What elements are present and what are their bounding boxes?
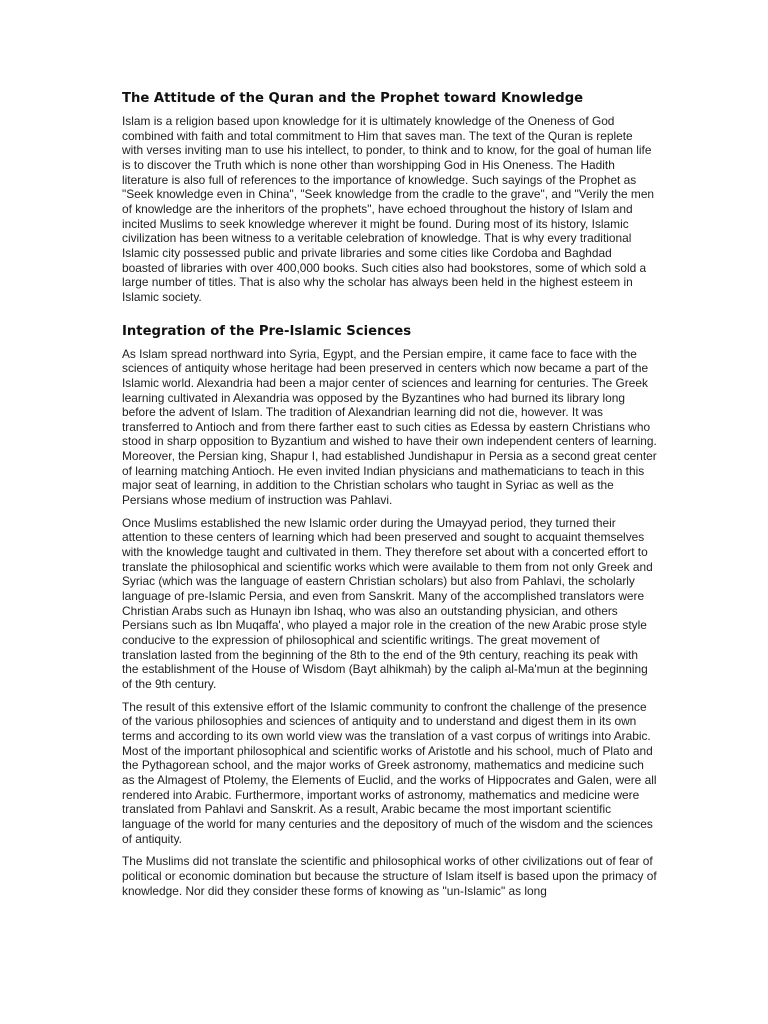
paragraph: Once Muslims established the new Islamic order during the Umayyad period, they turned their attention to these centers of learning which had been preserved and sought to acquaint themselves with the knowledge taught and cultivated in them. They therefore set about with a concerted effort to translate the philosophical and scientific works which were available to them from not only Greek and Syriac (which was the language of eastern Christian scholars) but also from Pahlavi, the scholarly language of pre-Islamic Persia, and even from Sanskrit. Many of the accomplished translators were Christian Arabs such as Hunayn ibn Ishaq, who was also an outstanding physician, and others Persians such as Ibn Muqaffa', who played a major role in the creation of the new Arabic prose style conducive to the expression of philosophical and scientific writings. The great movement of translation lasted from the beginning of the 8th to the end of the 9th century, reaching its peak with the establishment of the House of Wisdom (Bayt alhikmah) by the caliph al-Ma'mun at the beginning of the 9th century.: [122, 515, 653, 691]
section-quran-knowledge: [122, 90, 657, 305]
document-page: [122, 90, 657, 906]
section-pre-islamic-sciences: [122, 323, 657, 899]
paragraph: The Muslims did not translate the scientific and philosophical works of other civilizations out of fear of political or economic domination but because the structure of Islam itself is based upon the primacy of knowledge. Nor did they consider these forms of knowing as "un-Islamic" as long: [122, 854, 657, 898]
section-heading: The Attitude of the Quran and the Prophet toward Knowledge: [122, 91, 584, 106]
paragraph: As Islam spread northward into Syria, Egypt, and the Persian empire, it came face to face with the sciences of antiquity whose heritage had been preserved in centers which now became a part of the Islamic world. Alexandria had been a major center of sciences and learning for centuries. The Greek learning cultivated in Alexandria was opposed by the Byzantines who had burned its library long before the advent of Islam. The tradition of Alexandrian learning did not die, however. It was transferred to Antioch and from there farther east to such cities as Edessa by eastern Christians who stood in sharp opposition to Byzantium and wished to have their own independent centers of learning. Moreover, the Persian king, Shapur I, had established Jundishapur in Persia as a second great center of learning matching Antioch. He even invited Indian physicians and mathematicians to teach in this major seat of learning, in addition to the Christian scholars who taught in Syriac as well as the Persians whose medium of instruction was Pahlavi.: [122, 346, 657, 508]
paragraph: Islam is a religion based upon knowledge for it is ultimately knowledge of the Oneness of God combined with faith and total commitment to Him that saves man. The text of the Quran is replete with verses inviting man to use his intellect, to ponder, to think and to know, for the goal of human life is to discover the Truth which is none other than worshipping God in His Oneness. The Hadith literature is also full of references to the importance of knowledge. Such sayings of the Prophet as "Seek knowledge even in China", "Seek knowledge from the cradle to the grave", and "Verily the men of knowledge are the inheritors of the prophets", have echoed throughout the history of Islam and incited Muslims to seek knowledge wherever it might be found. During most of its history, Islamic civilization has been witness to a veritable celebration of knowledge. That is why every traditional Islamic city possessed public and private libraries and some cities like Cordoba and Baghdad boasted of libraries with over 400,000 books. Such cities also had bookstores, some of which sold a large number of titles. That is also why the scholar has always been held in the highest esteem in Islamic society.: [122, 114, 655, 304]
paragraph: The result of this extensive effort of the Islamic community to confront the challenge of the presence of the various philosophies and sciences of antiquity and to understand and digest them in its own terms and according to its own world view was the translation of a vast corpus of writings into Arabic. Most of the important philosophical and scientific works of Aristotle and his school, much of Plato and the Pythagorean school, and the major works of Greek astronomy, mathematics and medicine such as the Almagest of Ptolemy, the Elements of Euclid, and the works of Hippocrates and Galen, were all rendered into Arabic. Furthermore, important works of astronomy, mathematics and medicine were translated from Pahlavi and Sanskrit. As a result, Arabic became the most important scientific language of the world for many centuries and the depository of much of the wisdom and the sciences of antiquity.: [122, 699, 657, 846]
section-heading: Integration of the Pre-Islamic Sciences: [122, 323, 412, 339]
